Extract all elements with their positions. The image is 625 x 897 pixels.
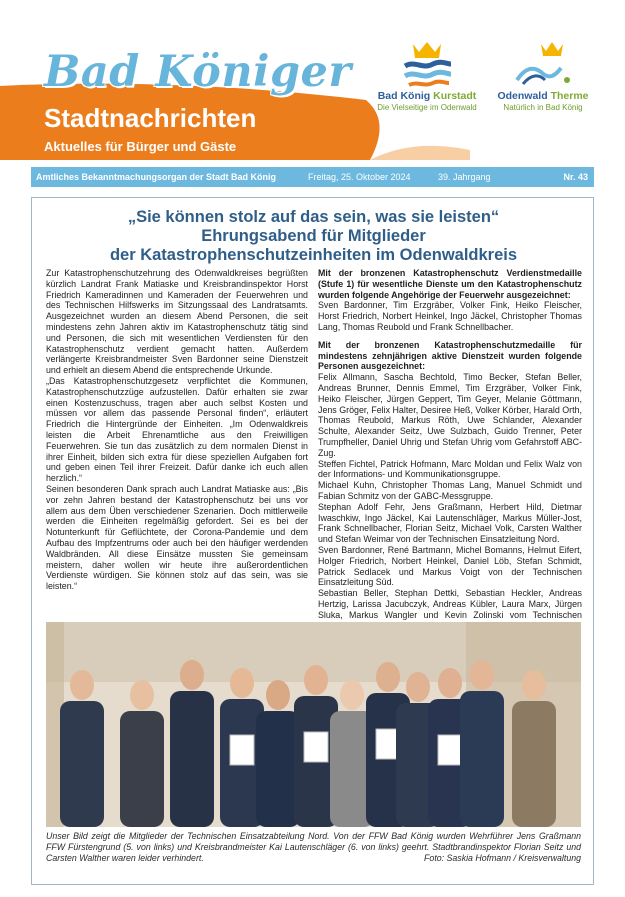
person-body: [460, 691, 504, 827]
masthead: [0, 0, 625, 192]
group-photo: [46, 622, 581, 827]
person-head: [180, 660, 204, 690]
issue-info-bar: [31, 167, 594, 187]
award-recipients: Felix Allmann, Sascha Bechtold, Timo Becker, Stefan Beller, Andreas Brunner, Dennis Emmel, Tim Erzgräber, Volker Fink, Heiko Fleischer, Jürgen Geppert, Tim Geyer, Melanie Göttmann, Jens Gröger, Felix Halter, Desiree Heß, Volker Körber, Harald Orth, Thomas Reubold, Markus Röth, Uwe Schlander, Alexander Schulte, Alexander Seitz, Uwe Sulzbach, Guido Trenner, Peter Trumpfheller, Daniel Uhrig und Stefan Uhrig vom Gefahrstoff ABC-Zug.: [318, 372, 582, 458]
issue-volume: 39. Jahrgang: [438, 172, 491, 182]
article-column-left: [46, 268, 308, 592]
article: [31, 197, 594, 885]
person-body: [120, 711, 164, 827]
kurstadt-logo-slogan: Die Vielseitige im Odenwald: [377, 103, 477, 112]
certificate: [438, 735, 462, 765]
paragraph: Zur Katastrophenschutzehrung des Odenwaldkreises begrüßten kürzlich Landrat Frank Matiaske und Kreisbrandinspektor Horst Friedrich Kameradinnen und Kameraden der Feuerwehren und des Technischen Hilfswerks im Sitzungssaal des Landratsamts. Ausgezeichnet wurden an diesem Abend Personen, die seit mindestens zehn Jahren aktiv im Katastrophenschutz tätig sind und Personen, die sich mit wesentlichen Verdiensten für den Katastrophenschutz verdient gemacht hatten. Außerdem verlängerte Kreisbrandmeister Sven Bardonner seine Dienstzeit und erhielt an diesem Abend die entsprechende Urkunde.: [46, 268, 308, 376]
person-head: [230, 668, 254, 698]
kurstadt-logo-name: Bad König Kurstadt: [377, 90, 477, 102]
article-headline: [32, 208, 595, 265]
person-head: [304, 665, 328, 695]
headline-line-3: der Katastrophenschutzeinheiten im Odenwaldkreis: [109, 246, 518, 264]
certificate: [230, 735, 254, 765]
photo-caption-text: Unser Bild zeigt die Mitglieder der Technischen Einsatzabteilung Nord. Von der FFW Bad König wurden Wehrführer Jens Graßmann FFW Fürstengrund (5. von links) und Kreisbrandmeister Kai Lautenschläger (6. von links) geehrt. Stadtbrandinspektor Florian Seitz und Carsten Walther waren leider verhindert.: [46, 831, 581, 863]
photo-caption: [46, 831, 581, 863]
person-head: [438, 668, 462, 698]
masthead-tagline: Aktuelles für Bürger und Gäste: [44, 139, 237, 154]
issue-date: Freitag, 25. Oktober 2024: [308, 172, 411, 182]
headline-line-2: Ehrungsabend für Mitglieder: [201, 227, 426, 245]
person-head: [470, 660, 494, 690]
article-column-right: [318, 268, 582, 631]
person-head: [70, 670, 94, 700]
therme-logo[interactable]: [488, 40, 598, 112]
paragraph: „Das Katastrophenschutzgesetz verpflichtet die Kommunen, Katastrophenschutzzüge aufzustellen. Dafür erhalten sie zwar einen Kostenzuschuss, tragen aber auch selbst Kosten und müssen vor allem das passende Personal finden“, erläutert Friedrich die Hintergründe der Einheiten. „Im Odenwaldkreis leisten die Arbeit Ehrenamtliche aus den Freiwilligen Feuerwehren. Sie tun das zusätzlich zu dem normalen Dienst in ihrer Einheit, bilden sich extra für diese speziellen Aufgaben fort und geben einen Teil ihrer Freizeit. Dafür danke ich euch allen herzlich.“: [46, 375, 308, 484]
crown-swirl-icon: [513, 40, 573, 90]
award-heading-verdienstmedaille: Mit der bronzenen Katastrophenschutz Verdienstmedaille (Stufe 1) für wesentliche Dienste um den Katastrophenschutz wurden folgende Angehörige der Feuerwehr ausgezeichnet:: [318, 268, 582, 300]
person-head: [406, 672, 430, 702]
person-body: [256, 711, 300, 827]
therme-logo-slogan: Natürlich in Bad König: [503, 103, 583, 112]
award-recipients: Steffen Fichtel, Patrick Hofmann, Marc Moldan und Felix Walz von der Informations- und Kommunikationsgruppe.: [318, 458, 582, 480]
paragraph: Seinen besonderen Dank sprach auch Landrat Matiaske aus: „Bis vor zehn Jahren bestand der Katastrophenschutz bei uns vor allem aus dem Üben verschiedener Szenarien. Doch mittlerweile werden die Einheiten regelmäßig gefordert. Sei es bei der Notunterkunft für Geflüchtete, der Corona-Pandemie und dem Aufbau des Impfzentrums oder auch bei den häufiger werdenden Waldbränden. All diese Einsätze mussten Sie gemeinsam meistern, daher wollen wir heute ihre außerordentlichen Verdienste würdigen. Sie können stolz auf das sein, was sie leisten.“: [46, 483, 308, 592]
person-head: [340, 680, 364, 710]
award-recipients: Michael Kuhn, Christopher Thomas Lang, Manuel Schmidt und Fabian Schmitz von der GABC-Messgruppe.: [318, 480, 582, 501]
issue-number: Nr. 43: [563, 172, 588, 182]
award-recipients: Sebastian Beller, Stephan Dettki, Sebastian Heckler, Andreas Hertzig, Larissa Jacubczyk, Andreas Kübler, Laura Marx, Jürgen Sluka, Markus Wangler und Kevin Zolinski vom Technischen: [318, 588, 582, 620]
person-head: [130, 680, 154, 710]
masthead-subtitle: Stadtnachrichten: [44, 103, 257, 133]
person-head: [266, 680, 290, 710]
award-recipients: Stephan Adolf Fehr, Jens Graßmann, Herbert Hild, Dietmar Iwaschkiw, Ingo Jäckel, Kai Lautenschläger, Markus Müller-Jost, Frank Schnellbacher, Florian Seitz, Michael Volk, Carsten Walther und Stefan Weimar von der Technischen Einsatzleitung Nord.: [318, 501, 582, 545]
headline-line-1: „Sie können stolz auf das sein, was sie leisten“: [127, 208, 500, 226]
person-body: [170, 691, 214, 827]
crown-waves-icon: [399, 40, 455, 90]
person-head: [522, 670, 546, 700]
issue-organ: Amtliches Bekanntmachungsorgan der Stadt Bad König: [36, 172, 277, 182]
person-body: [60, 701, 104, 827]
therme-logo-name: Odenwald Therme: [497, 90, 589, 102]
person-head: [376, 662, 400, 692]
person-body: [512, 701, 556, 827]
award-recipients: Sven Bardonner, René Bartmann, Michel Bomanns, Helmut Eifert, Holger Friedrich, Norbert Heinkel, Daniel Löb, Stefan Schmidt, Patrick Sedlacek und Markus Voigt von der Technischen Einsatzleitung Süd.: [318, 544, 582, 588]
certificate: [304, 732, 328, 762]
photo-credit: Foto: Saskia Hofmann / Kreisverwaltung: [424, 852, 581, 863]
masthead-title: Bad Königer: [44, 47, 352, 97]
kurstadt-logo[interactable]: [366, 40, 488, 112]
award-heading-dienstzeit: Mit der bronzenen Katastrophenschutzmedaille für mindestens zehnjährigen aktive Dienstzeit wurden folgende Personen ausgezeichnet:: [318, 339, 582, 372]
award-recipients: Sven Bardonner, Tim Erzgräber, Volker Fink, Heiko Fleischer, Horst Friedrich, Norbert Heinkel, Ingo Jäckel, Christopher Thomas Lang, Thomas Reubold und Frank Schnellbacher.: [318, 300, 582, 332]
group-photo-illustration: [46, 622, 581, 827]
